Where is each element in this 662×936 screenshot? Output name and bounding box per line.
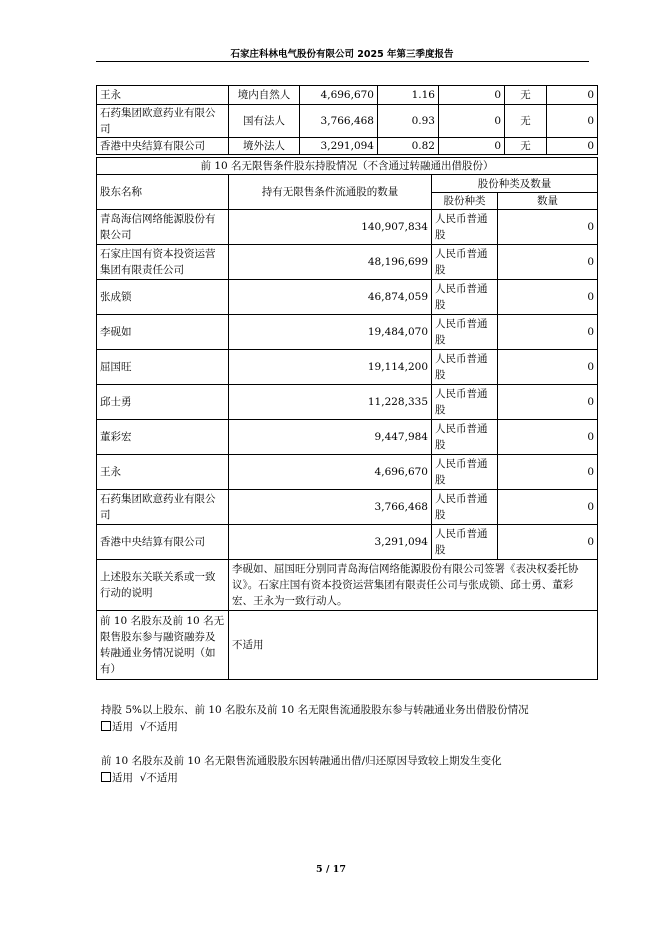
shareholder-nature: 境外法人 [229,138,300,155]
share-count: 4,696,670 [300,86,378,105]
shareholder-name: 邱士勇 [97,385,229,420]
share-type: 人民币普通股 [432,350,498,385]
shareholder-name: 石家庄国有资本投资运营集团有限责任公司 [97,245,229,280]
pledge-quantity: 0 [547,86,598,105]
share-ratio: 0.82 [378,138,439,155]
col-header-amount: 数量 [498,193,598,210]
table-row [97,525,598,560]
pledge-quantity: 0 [547,105,598,138]
shareholder-name: 李砚如 [97,315,229,350]
share-type: 人民币普通股 [432,525,498,560]
page-header: 石家庄科林电气股份有限公司 2025 年第三季度报告 [230,49,454,60]
shareholder-name: 屈国旺 [97,350,229,385]
shareholder-name: 石药集团欧意药业有限公司 [97,105,229,138]
top-shareholders-table-continued [96,85,598,155]
share-ratio: 0.93 [378,105,439,138]
table-row [97,210,598,245]
unrestricted-quantity: 19,484,070 [229,315,432,350]
margin-label: 前 10 名股东及前 10 名无限售股东参与融资融券及转融通业务情况说明（如有） [97,611,229,680]
col-header-name: 股东名称 [97,175,229,210]
shareholder-name: 王永 [97,455,229,490]
share-amount: 0 [498,315,598,350]
unrestricted-quantity: 19,114,200 [229,350,432,385]
note-1-text: 持股 5%以上股东、前 10 名股东及前 10 名无限售流通股股东参与转融通业务出借股份情况 [101,704,529,716]
share-type: 人民币普通股 [432,210,498,245]
share-amount: 0 [498,245,598,280]
share-amount: 0 [498,280,598,315]
unrestricted-quantity: 3,766,468 [229,490,432,525]
unrestricted-quantity: 9,447,984 [229,420,432,455]
option-not-applicable: √不适用 [139,721,178,733]
share-type: 人民币普通股 [432,455,498,490]
option-applicable: 适用 [112,772,133,784]
table-row [97,420,598,455]
margin-text: 不适用 [229,611,598,680]
note-1-options [101,719,529,736]
note-1 [101,702,529,736]
table-title: 前 10 名无限售条件股东持股情况（不含通过转融通出借股份） [97,158,598,175]
unrestricted-quantity: 11,228,335 [229,385,432,420]
table-row [97,455,598,490]
share-amount: 0 [498,455,598,490]
share-count: 3,291,094 [300,138,378,155]
col-header-qty: 持有无限售条件流通股的数量 [229,175,432,210]
note-2 [101,753,502,787]
table-row [97,105,598,138]
shareholder-name: 青岛海信网络能源股份有限公司 [97,210,229,245]
table-row [97,490,598,525]
table-row [97,86,598,105]
pledge-status: 无 [505,86,547,105]
share-amount: 0 [498,210,598,245]
restricted-shares: 0 [439,86,505,105]
header-divider [96,61,589,62]
page-number: 5 / 17 [316,864,346,875]
shareholder-name: 王永 [97,86,229,105]
restricted-shares: 0 [439,105,505,138]
option-not-applicable: √不适用 [139,772,178,784]
unrestricted-quantity: 140,907,834 [229,210,432,245]
pledge-status: 无 [505,105,547,138]
share-type: 人民币普通股 [432,385,498,420]
share-ratio: 1.16 [378,86,439,105]
unrestricted-quantity: 3,291,094 [229,525,432,560]
table-row [97,280,598,315]
shareholder-name: 张成锁 [97,280,229,315]
checkbox-icon [101,772,111,782]
share-amount: 0 [498,490,598,525]
pledge-quantity: 0 [547,138,598,155]
option-applicable: 适用 [112,721,133,733]
checkbox-icon [101,721,111,731]
share-type: 人民币普通股 [432,245,498,280]
shareholder-nature: 国有法人 [229,105,300,138]
unrestricted-shareholders-table [96,157,598,680]
relation-label: 上述股东关联关系或一致行动的说明 [97,560,229,611]
table-row [97,245,598,280]
table-row [97,315,598,350]
share-type: 人民币普通股 [432,420,498,455]
shareholder-nature: 境内自然人 [229,86,300,105]
share-amount: 0 [498,350,598,385]
restricted-shares: 0 [439,138,505,155]
share-amount: 0 [498,525,598,560]
shareholder-name: 香港中央结算有限公司 [97,525,229,560]
shareholder-name: 董彩宏 [97,420,229,455]
share-amount: 0 [498,420,598,455]
share-type: 人民币普通股 [432,280,498,315]
col-header-type-group: 股份种类及数量 [432,175,598,193]
relation-text: 李砚如、屈国旺分别同青岛海信网络能源股份有限公司签署《表决权委托协议》。石家庄国有资本投资运营集团有限责任公司与张成锁、邱士勇、董彩宏、王永为一致行动人。 [229,560,598,611]
share-amount: 0 [498,385,598,420]
share-count: 3,766,468 [300,105,378,138]
unrestricted-quantity: 46,874,059 [229,280,432,315]
share-type: 人民币普通股 [432,315,498,350]
shareholder-name: 石药集团欧意药业有限公司 [97,490,229,525]
unrestricted-quantity: 48,196,699 [229,245,432,280]
note-2-options [101,770,502,787]
note-2-text: 前 10 名股东及前 10 名无限售流通股股东因转融通出借/归还原因导致较上期发生变化 [101,755,502,767]
table-row [97,350,598,385]
col-header-type: 股份种类 [432,193,498,210]
share-type: 人民币普通股 [432,490,498,525]
unrestricted-quantity: 4,696,670 [229,455,432,490]
table-row [97,385,598,420]
pledge-status: 无 [505,138,547,155]
table-row [97,138,598,155]
shareholder-name: 香港中央结算有限公司 [97,138,229,155]
